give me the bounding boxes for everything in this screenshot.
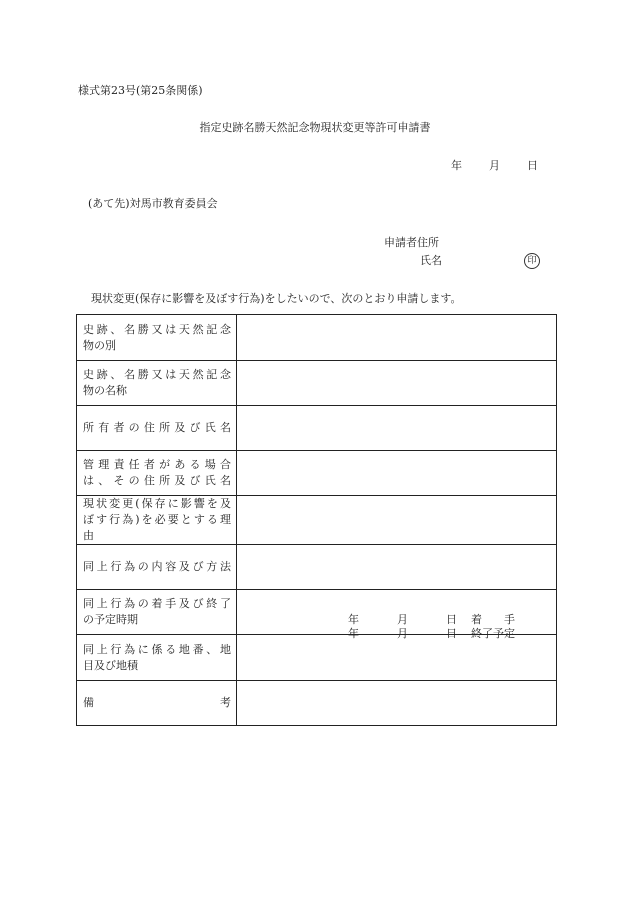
row-label-reason: 現状変更(保存に影響を及 ぼす行為)を必要とする理 由 (77, 496, 237, 545)
row-label-remarks: 備 考 (77, 681, 237, 726)
field-manager[interactable] (237, 451, 557, 496)
date-year: 年 (451, 159, 462, 172)
page-title: 指定史跡名勝天然記念物現状変更等許可申請書 (199, 121, 431, 134)
table-row (77, 590, 557, 635)
period-end-label: 終了予定 (470, 627, 515, 640)
field-remarks[interactable] (237, 681, 557, 726)
field-owner[interactable] (237, 406, 557, 451)
period-start-line: 年 月 日 着 手 (347, 613, 515, 626)
application-table (76, 314, 557, 726)
row-label-land: 同上行為に係る地番、地 目及び地積 (77, 635, 237, 681)
form-number: 様式第23号(第25条関係) (78, 84, 203, 97)
field-method[interactable] (237, 545, 557, 590)
applicant-name-label: 氏名 (420, 254, 442, 267)
row-label-manager: 管理責任者がある場合 は、その住所及び氏名 (77, 451, 237, 496)
table-row (77, 545, 557, 590)
table-row (77, 681, 557, 726)
period-start-label: 着 手 (470, 613, 515, 626)
date-day: 日 (527, 159, 538, 172)
field-period[interactable] (237, 590, 557, 640)
intro-text: 現状変更(保存に影響を及ぼす行為)をしたいので、次のとおり申請します。 (91, 292, 462, 305)
row-label-period: 同上行為の着手及び終了 の予定時期 (77, 590, 237, 635)
applicant-address-label: 申請者住所 (384, 236, 439, 249)
field-reason[interactable] (237, 496, 557, 545)
table-row (77, 496, 557, 545)
row-label-name: 史跡、名勝又は天然記念 物の名称 (77, 361, 237, 406)
row-label-method: 同上行為の内容及び方法 (77, 545, 237, 590)
table-row (77, 315, 557, 361)
field-category[interactable] (237, 315, 557, 361)
seal-mark: 印 (524, 253, 540, 269)
application-date (451, 159, 538, 173)
table-row (77, 361, 557, 406)
period-end-line: 年 月 日 終了予定 (347, 627, 515, 640)
table-row (77, 406, 557, 451)
table-row (77, 451, 557, 496)
row-label-owner: 所有者の住所及び氏名 (77, 406, 237, 451)
row-label-category: 史跡、名勝又は天然記念 物の別 (77, 315, 237, 361)
date-month: 月 (489, 159, 500, 172)
addressee: (あて先)対馬市教育委員会 (88, 197, 218, 210)
field-name[interactable] (237, 361, 557, 406)
